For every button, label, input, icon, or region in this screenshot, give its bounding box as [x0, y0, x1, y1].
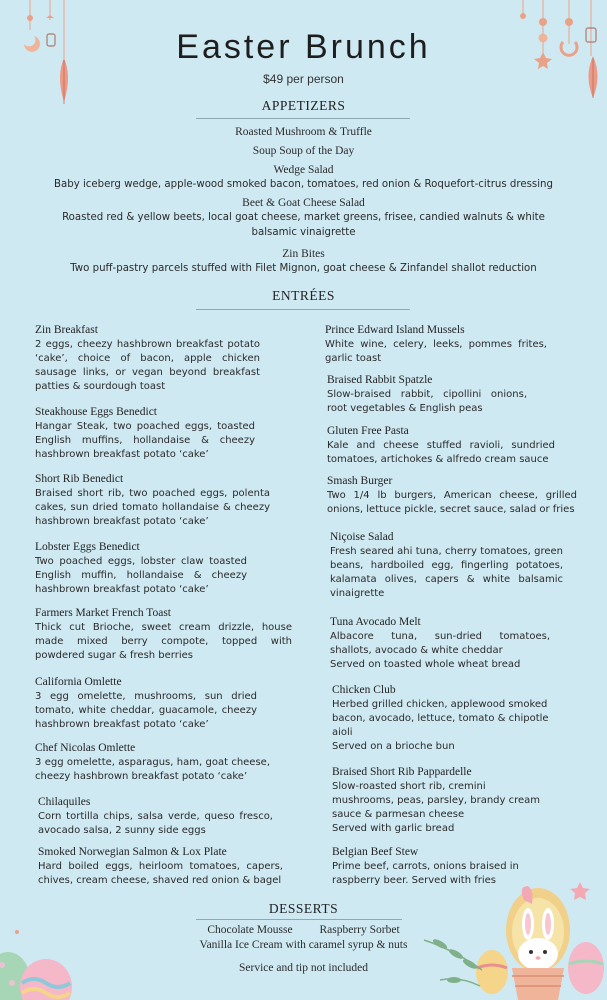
- entree-item: [38, 845, 283, 888]
- entree-item: [35, 323, 260, 394]
- entree-description: Prime beef, carrots, onions braised in raspberry beer. Served with fries: [332, 861, 519, 886]
- entree-description: 3 egg omelette, mushrooms, sun dried tomato, white cheddar, guacamole, cheezy hashbrown breakfast potato ‘cake’: [35, 691, 257, 730]
- entree-name: California Omlette: [35, 676, 122, 688]
- appetizer-name: Roasted Mushroom & Truffle: [235, 126, 372, 138]
- desserts-list: [0, 923, 607, 953]
- entrees-divider: [196, 309, 410, 310]
- entree-description: Thick cut Brioche, sweet cream drizzle, house made mixed berry compote, topped with powdered sugar & fresh berries: [35, 622, 292, 661]
- entree-name: Short Rib Benedict: [35, 473, 124, 485]
- entree-item: [35, 606, 292, 663]
- entree-name: Braised Short Rib Pappardelle: [332, 766, 472, 778]
- entree-item: [35, 540, 247, 597]
- desserts-divider: [196, 919, 402, 920]
- entree-item: [332, 765, 542, 836]
- appetizer-item: [20, 247, 587, 276]
- entree-item: [325, 323, 547, 366]
- appetizer-item: [20, 125, 587, 139]
- entree-item: [327, 424, 555, 467]
- appetizer-item: [60, 196, 547, 240]
- entree-description: Kale and cheese stuffed ravioli, sundried tomatoes, artichokes & alfredo cream sauce: [327, 440, 555, 465]
- entree-item: [330, 530, 563, 601]
- dessert-vanilla-ice-cream: Vanilla Ice Cream with caramel syrup & nuts: [199, 939, 408, 951]
- entree-serving-note: Served with garlic bread: [332, 823, 455, 834]
- entree-name: Smash Burger: [327, 475, 393, 487]
- dessert-chocolate-mousse: Chocolate Mousse: [207, 924, 293, 936]
- entree-description: Two 1/4 lb burgers, American cheese, grilled onions, lettuce pickle, secret sauce, salad or fries: [327, 490, 577, 515]
- appetizers-heading: APPETIZERS: [261, 98, 346, 113]
- service-note: Service and tip not included: [238, 962, 369, 974]
- appetizer-name: Beet & Goat Cheese Salad: [242, 197, 365, 209]
- entree-item: [332, 683, 552, 754]
- entree-name: Braised Rabbit Spatzle: [327, 374, 433, 386]
- entree-item: [332, 845, 532, 888]
- entree-description: Hangar Steak, two poached eggs, toasted English muffins, hollandaise & cheezy hashbrown breakfast potato ‘cake’: [35, 421, 255, 460]
- appetizer-name: Zin Bites: [282, 248, 325, 260]
- entree-description: Braised short rib, two poached eggs, polenta cakes, sun dried tomato hollandaise & cheezy hashbrown breakfast potato ‘cake’: [35, 488, 270, 527]
- menu-title: Easter Brunch: [176, 28, 431, 66]
- entree-name: Tuna Avocado Melt: [330, 616, 421, 628]
- price-per-person: $49 per person: [263, 72, 344, 86]
- entree-serving-note: Served on a brioche bun: [332, 741, 455, 752]
- dessert-raspberry-sorbet: Raspberry Sorbet: [319, 924, 400, 936]
- appetizer-description: Roasted red & yellow beets, local goat cheese, market greens, frisee, candied walnuts & white balsamic vinaigrette: [62, 212, 545, 238]
- entree-item: [35, 741, 270, 784]
- entree-name: Steakhouse Eggs Benedict: [35, 406, 158, 418]
- entree-name: Prince Edward Island Mussels: [325, 324, 465, 336]
- appetizers-divider: [196, 118, 410, 119]
- entree-name: Gluten Free Pasta: [327, 425, 409, 437]
- entree-item: [35, 675, 257, 732]
- entree-description: Corn tortilla chips, salsa verde, queso fresco, avocado salsa, 2 sunny side eggs: [38, 811, 273, 836]
- entree-item: [35, 405, 255, 462]
- entree-description: White wine, celery, leeks, pommes frites, garlic toast: [325, 339, 547, 364]
- entree-item: [38, 795, 273, 838]
- entree-name: Niçoise Salad: [330, 531, 394, 543]
- entree-item: [327, 474, 577, 517]
- entree-description: 2 eggs, cheezy hashbrown breakfast potato ‘cake’, choice of bacon, apple chicken sausage links, or vegan beyond breakfast patties & sourdough toast: [35, 339, 260, 392]
- entree-name: Lobster Eggs Benedict: [35, 541, 140, 553]
- entrees-heading: ENTRÉES: [272, 288, 335, 303]
- entree-item: [330, 615, 550, 672]
- entree-name: Belgian Beef Stew: [332, 846, 419, 858]
- appetizer-name: Soup Soup of the Day: [252, 145, 355, 157]
- entree-name: Smoked Norwegian Salmon & Lox Plate: [38, 846, 227, 858]
- desserts-heading: DESSERTS: [268, 901, 339, 916]
- entree-name: Chef Nicolas Omlette: [35, 742, 136, 754]
- entree-name: Farmers Market French Toast: [35, 607, 171, 619]
- appetizer-item: [20, 163, 587, 192]
- entree-description: Fresh seared ahi tuna, cherry tomatoes, green beans, hardboiled egg, fingerling potatoes, kalamata olives, capers & white balsamic vinaigrette: [330, 546, 563, 599]
- entree-item: [327, 373, 527, 416]
- entree-description: Slow-braised rabbit, cipollini onions, root vegetables & English peas: [327, 389, 527, 414]
- entree-description: Two poached eggs, lobster claw toasted English muffin, hollandaise & cheezy hashbrown breakfast potato ‘cake’: [35, 556, 247, 595]
- entree-description: Slow-roasted short rib, cremini mushrooms, peas, parsley, brandy cream sauce & parmesan cheese: [332, 781, 541, 820]
- appetizer-description: Baby iceberg wedge, apple-wood smoked bacon, tomatoes, red onion & Roquefort-citrus dressing: [54, 179, 553, 190]
- entree-item: [35, 472, 270, 529]
- entree-serving-note: Served on toasted whole wheat bread: [330, 659, 521, 670]
- entree-description: Albacore tuna, sun-dried tomatoes, shallots, avocado & white cheddar: [330, 631, 550, 656]
- appetizer-description: Two puff-pastry parcels stuffed with Filet Mignon, goat cheese & Zinfandel shallot reduction: [70, 263, 537, 274]
- entree-description: Herbed grilled chicken, applewood smoked bacon, avocado, lettuce, tomato & chipotle aioli: [332, 699, 549, 738]
- appetizer-name: Wedge Salad: [273, 164, 334, 176]
- entree-name: Chilaquiles: [38, 796, 91, 808]
- entree-name: Zin Breakfast: [35, 324, 98, 336]
- entree-name: Chicken Club: [332, 684, 396, 696]
- desserts-line: [0, 923, 607, 938]
- entree-description: Hard boiled eggs, heirloom tomatoes, capers, chives, cream cheese, shaved red onion & bagel: [38, 861, 283, 886]
- entree-description: 3 egg omelette, asparagus, ham, goat cheese, cheezy hashbrown breakfast potato ‘cake’: [35, 757, 270, 782]
- appetizer-item: [20, 144, 587, 158]
